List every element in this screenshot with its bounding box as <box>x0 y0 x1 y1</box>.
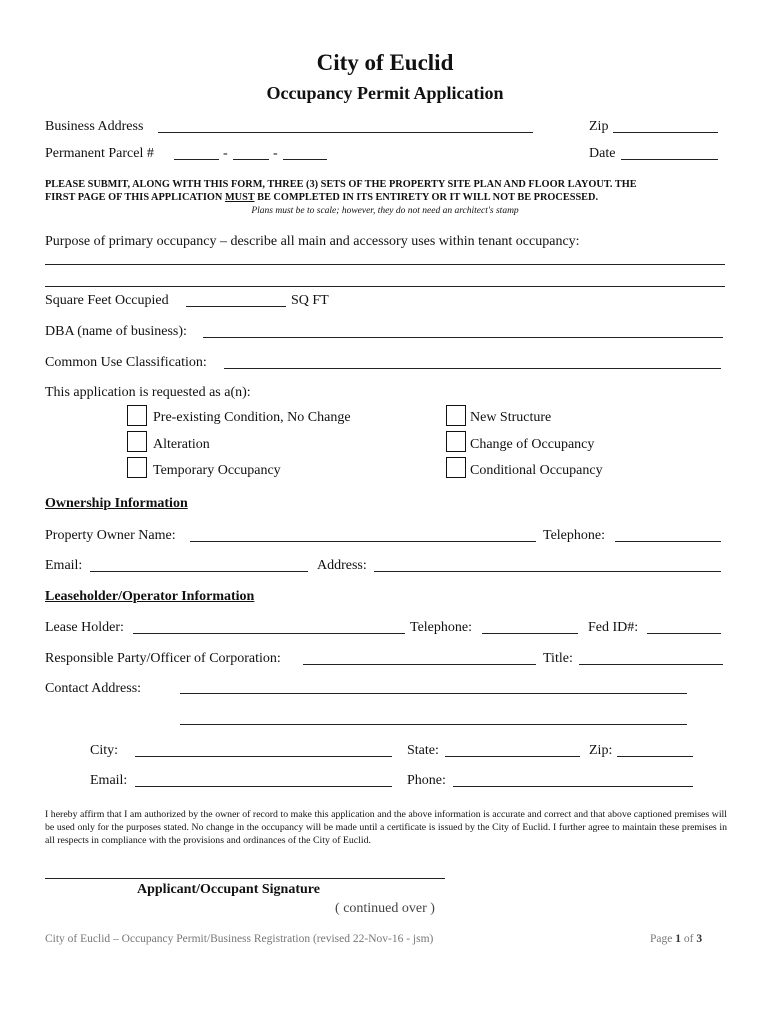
purpose-field-line-2[interactable] <box>45 286 725 287</box>
contact-zip-field[interactable] <box>617 756 693 757</box>
affirmation-text: I hereby affirm that I am authorized by the owner of record to make this application and the above information is accurate and correct and that above captioned premises will be used only for the purposes stated. No change in the occupancy will be made until a certificate is issued by the City of Euclid. I further agree to maintain these premises in all respects in compliance with the provisions and ordinances of the City of Euclid. <box>45 809 727 846</box>
new-structure-label: New Structure <box>470 410 552 425</box>
fed-id-field[interactable] <box>647 633 721 634</box>
leaseholder-heading: Leaseholder/Operator Information <box>45 589 255 604</box>
lease-holder-field[interactable] <box>133 633 405 634</box>
owner-name-field[interactable] <box>190 541 536 542</box>
parcel-field-1[interactable] <box>174 159 219 160</box>
contact-address-field-1[interactable] <box>180 693 687 694</box>
responsible-party-label: Responsible Party/Officer of Corporation: <box>45 651 281 666</box>
square-feet-field[interactable] <box>186 306 286 307</box>
common-use-field[interactable] <box>224 368 721 369</box>
parcel-separator: - <box>223 146 228 161</box>
scale-note: Plans must be to scale; however, they do not need an architect's stamp <box>251 206 519 216</box>
square-feet-label: Square Feet Occupied <box>45 293 169 308</box>
business-address-field[interactable] <box>158 132 533 133</box>
purpose-field-line-1[interactable] <box>45 264 725 265</box>
contact-address-field-2[interactable] <box>180 724 687 725</box>
purpose-label: Purpose of primary occupancy – describe all main and accessory uses within tenant occupancy: <box>45 234 580 249</box>
submission-notice-line-1: PLEASE SUBMIT, ALONG WITH THIS FORM, THREE (3) SETS OF THE PROPERTY SITE PLAN AND FLOOR LAYOUT. THE <box>45 179 637 190</box>
contact-address-label: Contact Address: <box>45 681 142 696</box>
parcel-label: Permanent Parcel # <box>45 146 154 161</box>
parcel-field-2[interactable] <box>233 159 269 160</box>
alteration-label: Alteration <box>153 437 210 452</box>
city-field[interactable] <box>135 756 392 757</box>
lease-telephone-field[interactable] <box>482 633 578 634</box>
fed-id-label: Fed ID#: <box>588 620 639 635</box>
dba-field[interactable] <box>203 337 723 338</box>
must-emphasis: MUST <box>224 192 255 203</box>
owner-email-label: Email: <box>45 558 83 573</box>
change-of-occupancy-checkbox[interactable] <box>446 431 466 452</box>
submission-notice-line-2: FIRST PAGE OF THIS APPLICATION MUST BE COMPLETED IN ITS ENTIRETY OR IT WILL NOT BE PROCESSED. <box>45 192 599 203</box>
signature-field[interactable] <box>45 878 445 879</box>
pre-existing-label: Pre-existing Condition, No Change <box>153 410 351 425</box>
conditional-occupancy-label: Conditional Occupancy <box>470 463 603 478</box>
title-label: Title: <box>543 651 573 666</box>
state-label: State: <box>407 743 439 758</box>
owner-name-label: Property Owner Name: <box>45 528 176 543</box>
state-field[interactable] <box>445 756 580 757</box>
owner-telephone-label: Telephone: <box>543 528 605 543</box>
signature-label: Applicant/Occupant Signature <box>137 882 320 897</box>
owner-address-field[interactable] <box>374 571 721 572</box>
title-field[interactable] <box>579 664 723 665</box>
business-address-label: Business Address <box>45 119 144 134</box>
common-use-label: Common Use Classification: <box>45 355 207 370</box>
phone-field[interactable] <box>453 786 693 787</box>
conditional-occupancy-checkbox[interactable] <box>446 457 466 478</box>
phone-label: Phone: <box>407 773 446 788</box>
zip-field[interactable] <box>613 132 718 133</box>
ownership-heading: Ownership Information <box>45 496 188 511</box>
footer-revision: City of Euclid – Occupancy Permit/Business Registration (revised 22-Nov-16 - jsm) <box>45 933 434 945</box>
responsible-party-field[interactable] <box>303 664 536 665</box>
contact-email-label: Email: <box>90 773 128 788</box>
parcel-field-3[interactable] <box>283 159 327 160</box>
page-title: City of Euclid <box>316 50 454 75</box>
page-number: Page 1 of 3 <box>650 933 703 945</box>
parcel-separator: - <box>273 146 278 161</box>
alteration-checkbox[interactable] <box>127 431 147 452</box>
dba-label: DBA (name of business): <box>45 324 187 339</box>
square-feet-unit: SQ FT <box>291 293 329 308</box>
date-field[interactable] <box>621 159 718 160</box>
contact-zip-label: Zip: <box>589 743 613 758</box>
lease-holder-label: Lease Holder: <box>45 620 124 635</box>
page-subtitle: Occupancy Permit Application <box>266 83 504 103</box>
zip-label: Zip <box>589 119 609 134</box>
owner-telephone-field[interactable] <box>615 541 721 542</box>
owner-address-label: Address: <box>317 558 367 573</box>
pre-existing-checkbox[interactable] <box>127 405 147 426</box>
owner-email-field[interactable] <box>90 571 308 572</box>
continued-note: ( continued over ) <box>335 901 435 916</box>
requested-as-label: This application is requested as a(n): <box>45 385 251 400</box>
date-label: Date <box>589 146 616 161</box>
lease-telephone-label: Telephone: <box>410 620 472 635</box>
temporary-occupancy-checkbox[interactable] <box>127 457 147 478</box>
city-label: City: <box>90 743 119 758</box>
temporary-occupancy-label: Temporary Occupancy <box>153 463 281 478</box>
contact-email-field[interactable] <box>135 786 392 787</box>
change-of-occupancy-label: Change of Occupancy <box>470 437 595 452</box>
new-structure-checkbox[interactable] <box>446 405 466 426</box>
